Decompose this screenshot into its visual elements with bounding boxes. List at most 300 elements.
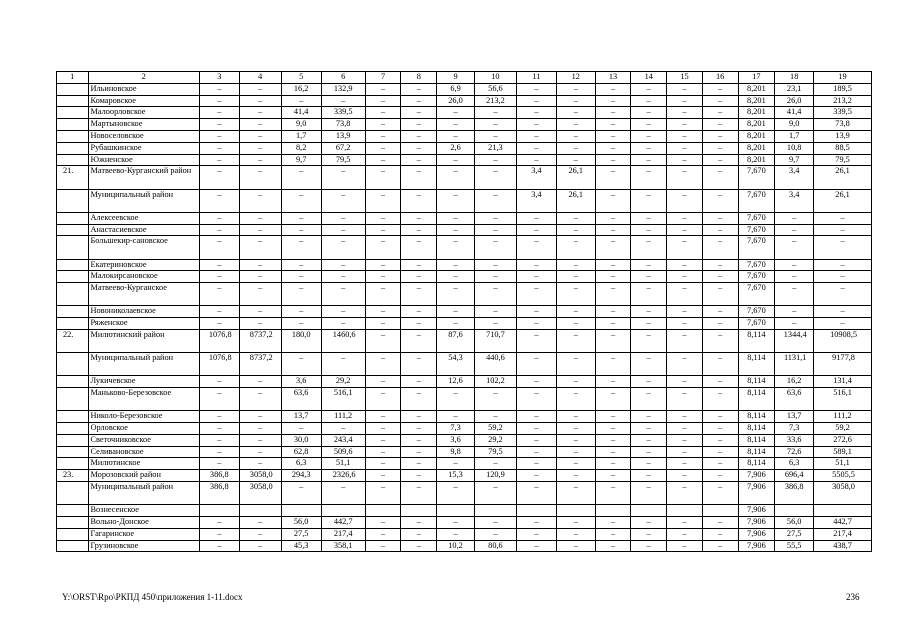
value-cell (595, 505, 631, 517)
row-number (57, 517, 89, 529)
value-cell: 132,9 (321, 83, 365, 95)
value-cell: – (775, 224, 814, 236)
value-cell: – (631, 166, 667, 189)
row-number (57, 236, 89, 259)
value-cell: – (595, 95, 631, 107)
value-cell: – (516, 517, 556, 529)
value-cell (401, 505, 437, 517)
table-row (57, 540, 872, 552)
value-cell: 111,2 (814, 411, 872, 423)
value-cell: – (239, 189, 281, 212)
value-cell: – (401, 212, 437, 224)
value-cell (239, 505, 281, 517)
row-number (57, 411, 89, 423)
value-cell: 217,4 (814, 528, 872, 540)
value-cell: – (516, 283, 556, 306)
value-cell: – (667, 446, 703, 458)
value-cell: 15,3 (437, 470, 475, 482)
value-cell: – (516, 470, 556, 482)
value-cell: – (631, 119, 667, 131)
table-row (57, 95, 872, 107)
value-cell: 8737,2 (239, 353, 281, 376)
value-cell: – (365, 306, 401, 318)
value-cell: – (401, 470, 437, 482)
value-cell: 213,2 (814, 95, 872, 107)
value-cell: 1344,4 (775, 329, 814, 352)
value-cell: 243,4 (321, 434, 365, 446)
value-cell: – (239, 376, 281, 388)
row-number (57, 482, 89, 505)
value-cell: – (631, 154, 667, 166)
value-cell: 5505,5 (814, 470, 872, 482)
value-cell: – (595, 517, 631, 529)
value-cell: – (365, 318, 401, 330)
value-cell: – (702, 306, 738, 318)
value-cell: – (556, 318, 595, 330)
value-cell: 509,6 (321, 446, 365, 458)
row-number (57, 446, 89, 458)
value-cell: – (281, 353, 321, 376)
value-cell: 26,1 (814, 166, 872, 189)
value-cell: – (667, 353, 703, 376)
value-cell: – (556, 130, 595, 142)
value-cell: – (239, 236, 281, 259)
value-cell: – (281, 259, 321, 271)
header-cell: 19 (814, 72, 872, 84)
header-cell: 6 (321, 72, 365, 84)
territory-name: Екатериновское (88, 259, 199, 271)
territory-name: Малокирсановское (88, 271, 199, 283)
value-cell: – (281, 236, 321, 259)
value-cell: 55,5 (775, 540, 814, 552)
value-cell: 33,6 (775, 434, 814, 446)
value-cell: 7,906 (738, 482, 775, 505)
value-cell: – (474, 212, 516, 224)
value-cell: – (239, 517, 281, 529)
table-row (57, 528, 872, 540)
value-cell: 438,7 (814, 540, 872, 552)
value-cell: 8,201 (738, 107, 775, 119)
value-cell: – (199, 411, 239, 423)
value-cell: – (556, 482, 595, 505)
value-cell: 63,6 (775, 388, 814, 411)
row-number (57, 119, 89, 131)
value-cell: 59,2 (814, 423, 872, 435)
value-cell: – (667, 236, 703, 259)
value-cell: 26,0 (775, 95, 814, 107)
value-cell: – (631, 224, 667, 236)
value-cell: 79,5 (321, 154, 365, 166)
value-cell: – (199, 423, 239, 435)
value-cell (321, 505, 365, 517)
value-cell (199, 505, 239, 517)
value-cell: – (474, 528, 516, 540)
value-cell: – (474, 271, 516, 283)
value-cell: – (365, 189, 401, 212)
territory-name: Вольно-Донское (88, 517, 199, 529)
value-cell: – (667, 166, 703, 189)
value-cell: – (631, 411, 667, 423)
value-cell: – (631, 306, 667, 318)
value-cell: – (199, 388, 239, 411)
value-cell: – (365, 353, 401, 376)
value-cell: – (702, 528, 738, 540)
value-cell: 180,0 (281, 329, 321, 352)
table-row (57, 306, 872, 318)
value-cell: – (401, 83, 437, 95)
page-number: 236 (846, 592, 860, 602)
value-cell: – (775, 306, 814, 318)
value-cell: 1,7 (281, 130, 321, 142)
value-cell: – (365, 212, 401, 224)
value-cell: 8,114 (738, 423, 775, 435)
value-cell: 8,201 (738, 154, 775, 166)
value-cell: – (814, 306, 872, 318)
table-row (57, 119, 872, 131)
value-cell: 696,4 (775, 470, 814, 482)
value-cell: – (199, 189, 239, 212)
value-cell: – (401, 224, 437, 236)
territory-name: Ильиновское (88, 83, 199, 95)
value-cell: – (365, 329, 401, 352)
row-number (57, 83, 89, 95)
value-cell: – (365, 470, 401, 482)
row-number (57, 224, 89, 236)
value-cell: – (239, 540, 281, 552)
value-cell: – (474, 224, 516, 236)
value-cell: – (702, 458, 738, 470)
value-cell: – (365, 95, 401, 107)
row-number (57, 142, 89, 154)
header-cell: 15 (667, 72, 703, 84)
value-cell: – (199, 434, 239, 446)
value-cell: – (365, 154, 401, 166)
value-cell: – (401, 540, 437, 552)
value-cell: – (631, 470, 667, 482)
territory-name: Большекир-сановское (88, 236, 199, 259)
territory-name: Милютинский район (88, 329, 199, 352)
value-cell: 111,2 (321, 411, 365, 423)
value-cell: – (321, 236, 365, 259)
header-cell: 10 (474, 72, 516, 84)
value-cell: – (474, 119, 516, 131)
value-cell: – (702, 434, 738, 446)
value-cell: 26,1 (556, 166, 595, 189)
value-cell: 7,906 (738, 505, 775, 517)
value-cell: 102,2 (474, 376, 516, 388)
value-cell: – (667, 119, 703, 131)
value-cell: – (702, 329, 738, 352)
value-cell: – (365, 388, 401, 411)
value-cell: – (556, 388, 595, 411)
value-cell: – (401, 107, 437, 119)
value-cell: – (401, 283, 437, 306)
territory-name: Новониколаевское (88, 306, 199, 318)
value-cell: – (631, 458, 667, 470)
value-cell: – (239, 423, 281, 435)
value-cell: 8,114 (738, 388, 775, 411)
value-cell: – (775, 283, 814, 306)
value-cell: – (365, 259, 401, 271)
value-cell: – (401, 329, 437, 352)
value-cell: – (631, 95, 667, 107)
value-cell: 217,4 (321, 528, 365, 540)
table-row (57, 166, 872, 189)
value-cell: – (474, 482, 516, 505)
value-cell (516, 505, 556, 517)
value-cell: – (437, 528, 475, 540)
value-cell: 710,7 (474, 329, 516, 352)
value-cell: – (281, 189, 321, 212)
value-cell: – (702, 517, 738, 529)
value-cell: – (321, 212, 365, 224)
value-cell: – (474, 283, 516, 306)
value-cell: – (199, 166, 239, 189)
value-cell: – (199, 259, 239, 271)
value-cell: – (667, 517, 703, 529)
territory-name: Матвеево-Курганский район (88, 166, 199, 189)
value-cell (631, 505, 667, 517)
row-number (57, 376, 89, 388)
value-cell: – (321, 166, 365, 189)
value-cell: – (702, 83, 738, 95)
row-number (57, 505, 89, 517)
value-cell: – (631, 329, 667, 352)
territory-name: Селивановское (88, 446, 199, 458)
value-cell: – (667, 470, 703, 482)
value-cell: – (401, 388, 437, 411)
row-number (57, 271, 89, 283)
value-cell: – (437, 482, 475, 505)
value-cell: – (401, 411, 437, 423)
value-cell: – (556, 142, 595, 154)
value-cell: – (631, 107, 667, 119)
value-cell: – (401, 259, 437, 271)
territory-name: Милютинское (88, 458, 199, 470)
value-cell: – (474, 189, 516, 212)
value-cell: 8,114 (738, 434, 775, 446)
value-cell: – (516, 236, 556, 259)
value-cell: – (437, 411, 475, 423)
territory-name: Матвеево-Курганское (88, 283, 199, 306)
value-cell: 120,9 (474, 470, 516, 482)
row-number (57, 318, 89, 330)
value-cell: – (365, 119, 401, 131)
value-cell: 29,2 (321, 376, 365, 388)
value-cell: – (365, 166, 401, 189)
value-cell: – (595, 411, 631, 423)
value-cell: – (556, 446, 595, 458)
territory-name: Маньково-Березовское (88, 388, 199, 411)
value-cell: – (595, 283, 631, 306)
value-cell: 6,3 (775, 458, 814, 470)
value-cell: – (239, 528, 281, 540)
value-cell: – (595, 130, 631, 142)
value-cell: – (437, 517, 475, 529)
value-cell: – (556, 470, 595, 482)
table-body (57, 72, 872, 552)
value-cell: 59,2 (474, 423, 516, 435)
value-cell: – (516, 224, 556, 236)
value-cell: – (631, 376, 667, 388)
value-cell: – (281, 224, 321, 236)
value-cell: 87,6 (437, 329, 475, 352)
value-cell: – (631, 271, 667, 283)
value-cell: – (516, 458, 556, 470)
value-cell: – (814, 271, 872, 283)
territory-name: Светочниковское (88, 434, 199, 446)
value-cell: – (595, 107, 631, 119)
value-cell: – (437, 224, 475, 236)
value-cell: – (239, 411, 281, 423)
value-cell: 516,1 (814, 388, 872, 411)
value-cell: – (199, 83, 239, 95)
table-row (57, 107, 872, 119)
value-cell: – (702, 411, 738, 423)
value-cell: – (595, 482, 631, 505)
value-cell: 8,114 (738, 353, 775, 376)
value-cell: – (401, 528, 437, 540)
value-cell: – (199, 306, 239, 318)
value-cell: 10908,5 (814, 329, 872, 352)
value-cell: 7,906 (738, 517, 775, 529)
value-cell: 1076,8 (199, 353, 239, 376)
header-cell: 2 (88, 72, 199, 84)
value-cell: – (814, 259, 872, 271)
value-cell: – (595, 119, 631, 131)
value-cell: – (401, 458, 437, 470)
value-cell: – (199, 154, 239, 166)
value-cell: – (437, 189, 475, 212)
value-cell: – (365, 283, 401, 306)
value-cell: – (474, 154, 516, 166)
row-number: 22. (57, 329, 89, 352)
value-cell: 386,8 (199, 470, 239, 482)
value-cell: 440,6 (474, 353, 516, 376)
value-cell: – (401, 189, 437, 212)
value-cell: – (702, 388, 738, 411)
value-cell: 13,9 (321, 130, 365, 142)
value-cell: – (667, 482, 703, 505)
table-row (57, 271, 872, 283)
value-cell: 88,5 (814, 142, 872, 154)
value-cell: 10,8 (775, 142, 814, 154)
value-cell: 27,5 (281, 528, 321, 540)
value-cell: – (474, 318, 516, 330)
value-cell: 3058,0 (239, 482, 281, 505)
value-cell: – (595, 271, 631, 283)
value-cell: – (199, 517, 239, 529)
value-cell: – (239, 107, 281, 119)
value-cell: – (595, 318, 631, 330)
value-cell: 339,5 (321, 107, 365, 119)
value-cell: 8,114 (738, 376, 775, 388)
value-cell: 131,4 (814, 376, 872, 388)
value-cell: – (702, 236, 738, 259)
value-cell: – (516, 130, 556, 142)
value-cell: – (702, 130, 738, 142)
value-cell: – (199, 212, 239, 224)
header-cell: 12 (556, 72, 595, 84)
value-cell: 21,3 (474, 142, 516, 154)
value-cell: – (239, 83, 281, 95)
value-cell: – (474, 517, 516, 529)
header-cell: 4 (239, 72, 281, 84)
value-cell: – (199, 528, 239, 540)
value-cell: – (814, 224, 872, 236)
value-cell: 1131,1 (775, 353, 814, 376)
value-cell: – (631, 517, 667, 529)
value-cell: – (702, 423, 738, 435)
value-cell: – (437, 130, 475, 142)
value-cell: – (199, 271, 239, 283)
value-cell: – (702, 446, 738, 458)
row-number (57, 95, 89, 107)
value-cell: – (199, 107, 239, 119)
value-cell: – (556, 95, 595, 107)
table-row (57, 376, 872, 388)
value-cell: – (199, 236, 239, 259)
value-cell: 7,670 (738, 236, 775, 259)
territory-name: Анастасиевское (88, 224, 199, 236)
territory-name: Орловское (88, 423, 199, 435)
table-row (57, 130, 872, 142)
value-cell: – (702, 318, 738, 330)
value-cell: 41,4 (775, 107, 814, 119)
value-cell: 189,5 (814, 83, 872, 95)
value-cell: – (365, 236, 401, 259)
value-cell: – (321, 283, 365, 306)
table-row (57, 83, 872, 95)
value-cell: 27,5 (775, 528, 814, 540)
value-cell: – (702, 107, 738, 119)
value-cell: 67,2 (321, 142, 365, 154)
value-cell: – (474, 458, 516, 470)
value-cell: 72,6 (775, 446, 814, 458)
row-number (57, 458, 89, 470)
table-row (57, 189, 872, 212)
value-cell (556, 505, 595, 517)
value-cell: – (516, 423, 556, 435)
value-cell: – (631, 318, 667, 330)
row-number (57, 259, 89, 271)
value-cell: – (631, 212, 667, 224)
value-cell: – (437, 283, 475, 306)
value-cell: 7,670 (738, 212, 775, 224)
value-cell: – (631, 528, 667, 540)
value-cell: – (401, 154, 437, 166)
value-cell: 29,2 (474, 434, 516, 446)
row-number (57, 540, 89, 552)
value-cell: – (437, 154, 475, 166)
row-number (57, 388, 89, 411)
value-cell: – (199, 376, 239, 388)
value-cell: – (595, 329, 631, 352)
table-row (57, 411, 872, 423)
value-cell: – (516, 107, 556, 119)
value-cell: 8,201 (738, 119, 775, 131)
value-cell: – (556, 540, 595, 552)
value-cell: – (667, 107, 703, 119)
value-cell: – (365, 446, 401, 458)
value-cell: – (702, 212, 738, 224)
value-cell: 63,6 (281, 388, 321, 411)
value-cell: – (631, 83, 667, 95)
value-cell: – (401, 119, 437, 131)
header-cell: 3 (199, 72, 239, 84)
value-cell: 3,4 (775, 189, 814, 212)
territory-name: Ряженское (88, 318, 199, 330)
